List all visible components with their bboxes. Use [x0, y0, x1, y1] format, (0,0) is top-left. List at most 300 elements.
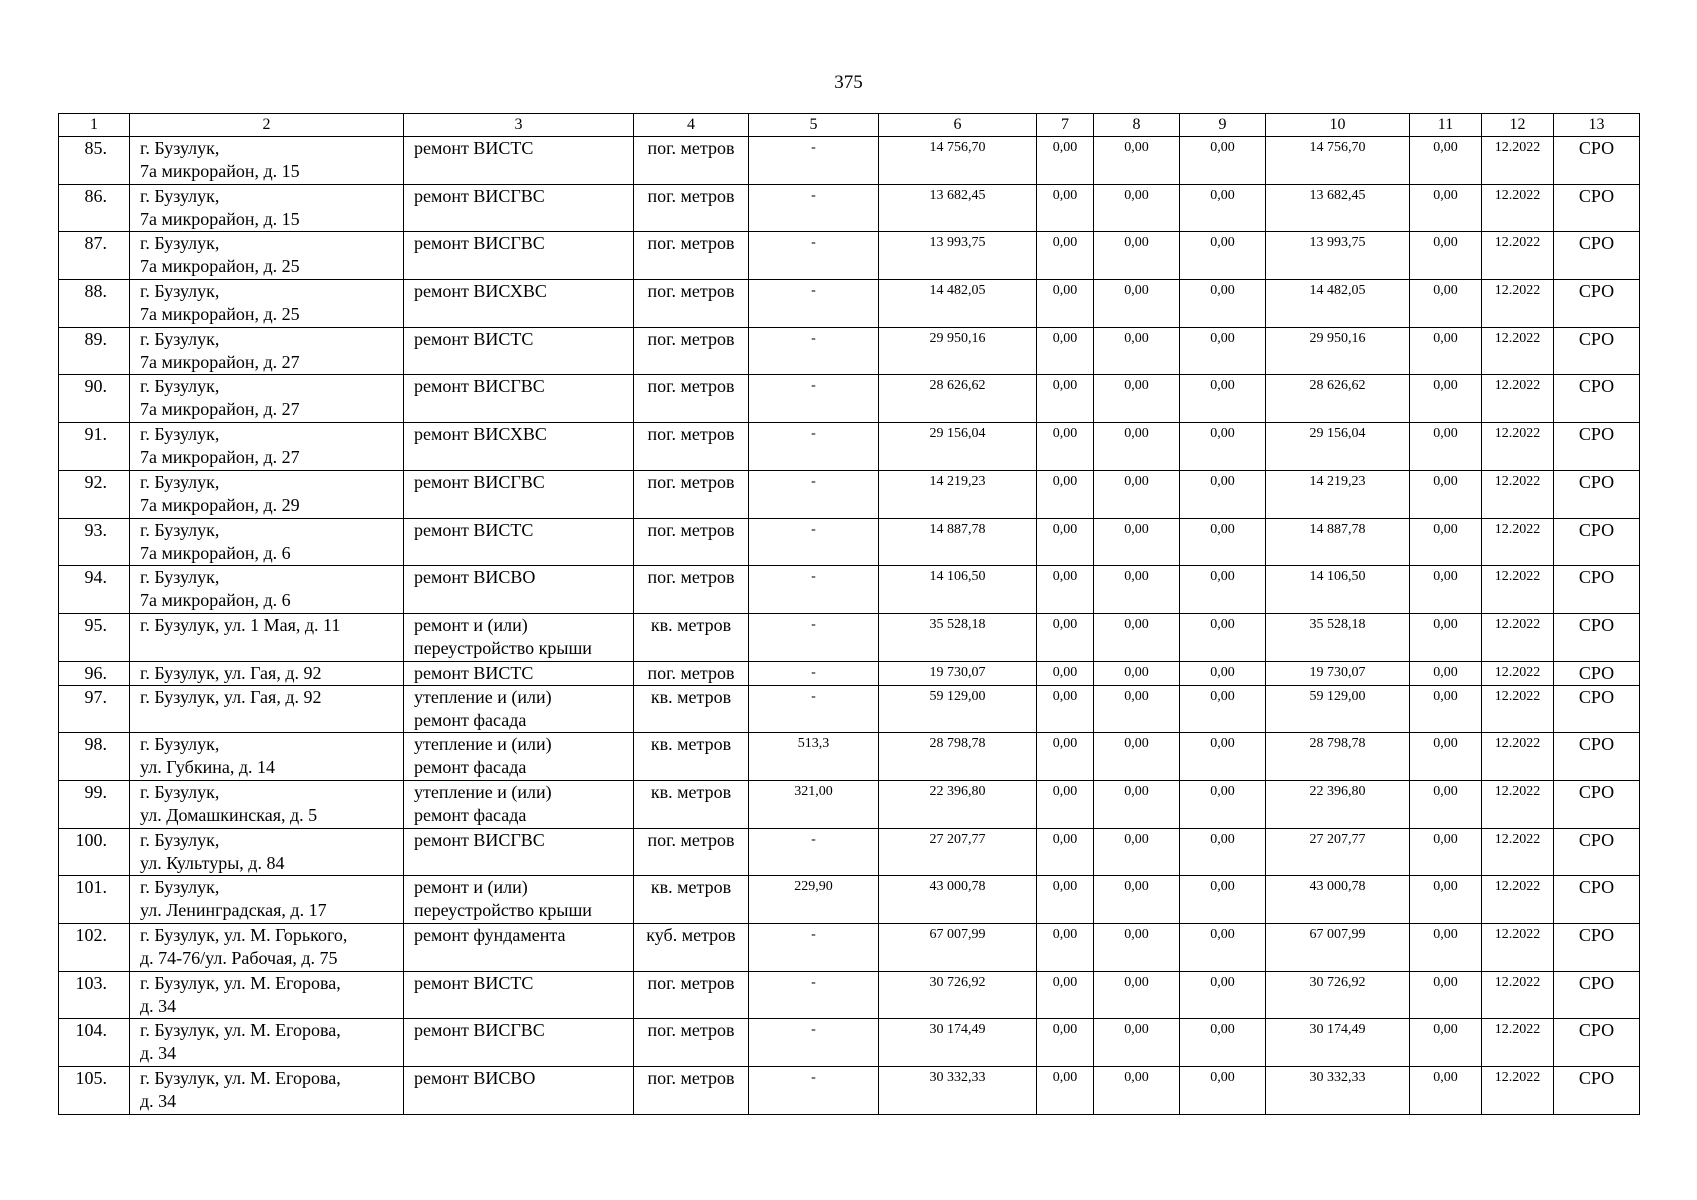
value-cell-c5: -	[749, 1019, 879, 1067]
value-cell-c10: 59 129,00	[1266, 685, 1410, 733]
value-cell-c8: 0,00	[1094, 327, 1180, 375]
work-type-cell	[404, 137, 634, 185]
value-cell-c7: 0,00	[1037, 327, 1094, 375]
address-cell	[130, 375, 404, 423]
work-type-cell	[404, 1019, 634, 1067]
value-cell-c6: 30 174,49	[879, 1019, 1037, 1067]
value-cell-c6: 30 332,33	[879, 1067, 1037, 1115]
address-cell	[130, 566, 404, 614]
address-line: г. Бузулук, ул. М. Егорова,	[140, 1020, 341, 1041]
unit-cell: пог. метров	[634, 423, 749, 471]
value-cell-c5: -	[749, 137, 879, 185]
work-type-line: утепление и (или)	[414, 686, 552, 707]
work-type-line: ремонт ВИСВО	[414, 1068, 536, 1089]
executor-cell: СРО	[1554, 1067, 1640, 1115]
address-line: г. Бузулук, ул. М. Егорова,	[140, 972, 341, 993]
value-cell-c5: 513,3	[749, 733, 879, 781]
value-cell-c8: 0,00	[1094, 613, 1180, 661]
value-cell-c11: 0,00	[1410, 566, 1482, 614]
table-row	[59, 780, 1640, 828]
work-type-cell	[404, 733, 634, 781]
executor-cell: СРО	[1554, 733, 1640, 781]
work-type-line: ремонт фасада	[414, 757, 527, 778]
value-cell-c5: -	[749, 661, 879, 685]
work-type-line: ремонт ВИСВО	[414, 567, 536, 588]
value-cell-c11: 0,00	[1410, 184, 1482, 232]
row-number: 93.	[59, 518, 130, 566]
unit-cell: кв. метров	[634, 685, 749, 733]
value-cell-c9: 0,00	[1180, 423, 1266, 471]
row-number: 89.	[59, 327, 130, 375]
row-number: 105.	[59, 1067, 130, 1115]
value-cell-c11: 0,00	[1410, 423, 1482, 471]
value-cell-c7: 0,00	[1037, 613, 1094, 661]
table-row	[59, 518, 1640, 566]
value-cell-c8: 0,00	[1094, 423, 1180, 471]
value-cell-c11: 0,00	[1410, 375, 1482, 423]
address-cell	[130, 685, 404, 733]
address-cell	[130, 518, 404, 566]
row-number: 85.	[59, 137, 130, 185]
value-cell-c10: 13 993,75	[1266, 232, 1410, 280]
table-row	[59, 613, 1640, 661]
value-cell-c5: -	[749, 327, 879, 375]
value-cell-c11: 0,00	[1410, 327, 1482, 375]
value-cell-c6: 28 798,78	[879, 733, 1037, 781]
value-cell-c5: -	[749, 470, 879, 518]
address-line: г. Бузулук, ул. Гая, д. 92	[140, 686, 322, 707]
row-number: 104.	[59, 1019, 130, 1067]
value-cell-c6: 13 682,45	[879, 184, 1037, 232]
table-row	[59, 971, 1640, 1019]
value-cell-c10: 14 219,23	[1266, 470, 1410, 518]
work-type-cell	[404, 780, 634, 828]
value-cell-c6: 67 007,99	[879, 924, 1037, 972]
table-row	[59, 280, 1640, 328]
value-cell-c11: 0,00	[1410, 613, 1482, 661]
address-line: ул. Ленинградская, д. 17	[140, 900, 327, 921]
address-cell	[130, 971, 404, 1019]
executor-cell: СРО	[1554, 971, 1640, 1019]
value-cell-c7: 0,00	[1037, 780, 1094, 828]
value-cell-c7: 0,00	[1037, 280, 1094, 328]
row-number: 100.	[59, 828, 130, 876]
value-cell-c5: -	[749, 423, 879, 471]
value-cell-c7: 0,00	[1037, 184, 1094, 232]
table-row	[59, 327, 1640, 375]
value-cell-c12: 12.2022	[1482, 971, 1554, 1019]
value-cell-c6: 14 106,50	[879, 566, 1037, 614]
value-cell-c5: 229,90	[749, 876, 879, 924]
work-type-cell	[404, 184, 634, 232]
value-cell-c10: 29 156,04	[1266, 423, 1410, 471]
header-cell-9: 9	[1180, 114, 1266, 137]
address-line: ул. Губкина, д. 14	[140, 757, 275, 778]
executor-cell: СРО	[1554, 1019, 1640, 1067]
value-cell-c5: -	[749, 971, 879, 1019]
value-cell-c8: 0,00	[1094, 828, 1180, 876]
value-cell-c7: 0,00	[1037, 375, 1094, 423]
address-line: 7а микрорайон, д. 27	[140, 447, 300, 468]
value-cell-c9: 0,00	[1180, 280, 1266, 328]
value-cell-c11: 0,00	[1410, 733, 1482, 781]
value-cell-c8: 0,00	[1094, 685, 1180, 733]
value-cell-c6: 59 129,00	[879, 685, 1037, 733]
value-cell-c5: -	[749, 685, 879, 733]
address-cell	[130, 1067, 404, 1115]
work-type-line: ремонт фасада	[414, 804, 527, 825]
work-type-cell	[404, 828, 634, 876]
value-cell-c9: 0,00	[1180, 375, 1266, 423]
value-cell-c8: 0,00	[1094, 733, 1180, 781]
value-cell-c10: 29 950,16	[1266, 327, 1410, 375]
value-cell-c7: 0,00	[1037, 470, 1094, 518]
value-cell-c10: 14 887,78	[1266, 518, 1410, 566]
header-cell-7: 7	[1037, 114, 1094, 137]
unit-cell: пог. метров	[634, 375, 749, 423]
work-type-line: ремонт ВИСГВС	[414, 233, 545, 254]
address-line: 7а микрорайон, д. 6	[140, 542, 291, 563]
value-cell-c8: 0,00	[1094, 971, 1180, 1019]
value-cell-c9: 0,00	[1180, 971, 1266, 1019]
table-row	[59, 733, 1640, 781]
work-type-cell	[404, 924, 634, 972]
work-type-line: ремонт ВИСХВС	[414, 281, 547, 302]
row-number: 94.	[59, 566, 130, 614]
value-cell-c7: 0,00	[1037, 971, 1094, 1019]
work-type-line: ремонт фундамента	[414, 925, 566, 945]
address-line: г. Бузулук,	[140, 233, 220, 254]
value-cell-c9: 0,00	[1180, 780, 1266, 828]
value-cell-c11: 0,00	[1410, 137, 1482, 185]
address-cell	[130, 232, 404, 280]
work-type-cell	[404, 876, 634, 924]
value-cell-c8: 0,00	[1094, 232, 1180, 280]
value-cell-c11: 0,00	[1410, 1019, 1482, 1067]
value-cell-c9: 0,00	[1180, 828, 1266, 876]
value-cell-c6: 29 156,04	[879, 423, 1037, 471]
header-cell-12: 12	[1482, 114, 1554, 137]
unit-cell: пог. метров	[634, 232, 749, 280]
value-cell-c7: 0,00	[1037, 1067, 1094, 1115]
address-line: 7а микрорайон, д. 25	[140, 304, 300, 325]
value-cell-c11: 0,00	[1410, 828, 1482, 876]
work-type-cell	[404, 1067, 634, 1115]
value-cell-c6: 14 756,70	[879, 137, 1037, 185]
value-cell-c7: 0,00	[1037, 232, 1094, 280]
address-line: г. Бузулук,	[140, 138, 220, 158]
value-cell-c9: 0,00	[1180, 685, 1266, 733]
address-line: 7а микрорайон, д. 29	[140, 494, 300, 515]
value-cell-c9: 0,00	[1180, 566, 1266, 614]
unit-cell: кв. метров	[634, 876, 749, 924]
value-cell-c9: 0,00	[1180, 733, 1266, 781]
unit-cell: пог. метров	[634, 1067, 749, 1115]
work-type-line: ремонт ВИСТС	[414, 138, 534, 158]
work-type-line: ремонт ВИСГВС	[414, 471, 545, 492]
value-cell-c9: 0,00	[1180, 876, 1266, 924]
value-cell-c8: 0,00	[1094, 470, 1180, 518]
value-cell-c12: 12.2022	[1482, 375, 1554, 423]
address-line: 7а микрорайон, д. 15	[140, 208, 300, 229]
address-cell	[130, 876, 404, 924]
work-type-line: утепление и (или)	[414, 781, 552, 802]
unit-cell: пог. метров	[634, 566, 749, 614]
unit-cell: куб. метров	[634, 924, 749, 972]
unit-cell: кв. метров	[634, 780, 749, 828]
value-cell-c5: -	[749, 518, 879, 566]
header-cell-3: 3	[404, 114, 634, 137]
unit-cell: пог. метров	[634, 661, 749, 685]
row-number: 87.	[59, 232, 130, 280]
unit-cell: пог. метров	[634, 1019, 749, 1067]
work-type-line: переустройство крыши	[414, 900, 592, 921]
work-type-cell	[404, 232, 634, 280]
value-cell-c11: 0,00	[1410, 780, 1482, 828]
value-cell-c10: 27 207,77	[1266, 828, 1410, 876]
value-cell-c6: 14 219,23	[879, 470, 1037, 518]
address-line: г. Бузулук,	[140, 281, 220, 302]
value-cell-c12: 12.2022	[1482, 137, 1554, 185]
executor-cell: СРО	[1554, 924, 1640, 972]
value-cell-c5: -	[749, 184, 879, 232]
table-row	[59, 924, 1640, 972]
value-cell-c7: 0,00	[1037, 1019, 1094, 1067]
value-cell-c5: -	[749, 924, 879, 972]
row-number: 96.	[59, 661, 130, 685]
value-cell-c12: 12.2022	[1482, 685, 1554, 733]
address-line: 7а микрорайон, д. 27	[140, 351, 300, 372]
address-line: г. Бузулук,	[140, 734, 220, 755]
address-line: г. Бузулук,	[140, 471, 220, 492]
value-cell-c8: 0,00	[1094, 780, 1180, 828]
unit-cell: пог. метров	[634, 971, 749, 1019]
work-type-cell	[404, 613, 634, 661]
address-line: 7а микрорайон, д. 6	[140, 590, 291, 611]
value-cell-c12: 12.2022	[1482, 184, 1554, 232]
address-line: д. 74-76/ул. Рабочая, д. 75	[140, 948, 338, 968]
value-cell-c5: -	[749, 828, 879, 876]
address-line: г. Бузулук,	[140, 424, 220, 445]
header-cell-4: 4	[634, 114, 749, 137]
header-cell-1: 1	[59, 114, 130, 137]
address-line: г. Бузулук,	[140, 781, 220, 802]
row-number: 90.	[59, 375, 130, 423]
value-cell-c11: 0,00	[1410, 876, 1482, 924]
value-cell-c10: 67 007,99	[1266, 924, 1410, 972]
table-row	[59, 184, 1640, 232]
table-row	[59, 1019, 1640, 1067]
address-line: ул. Культуры, д. 84	[140, 852, 285, 873]
value-cell-c7: 0,00	[1037, 828, 1094, 876]
value-cell-c6: 35 528,18	[879, 613, 1037, 661]
value-cell-c7: 0,00	[1037, 137, 1094, 185]
executor-cell: СРО	[1554, 327, 1640, 375]
table-row	[59, 876, 1640, 924]
value-cell-c6: 13 993,75	[879, 232, 1037, 280]
address-line: г. Бузулук,	[140, 185, 220, 206]
row-number: 99.	[59, 780, 130, 828]
header-cell-5: 5	[749, 114, 879, 137]
table-row	[59, 423, 1640, 471]
address-cell	[130, 733, 404, 781]
unit-cell: пог. метров	[634, 280, 749, 328]
row-number: 88.	[59, 280, 130, 328]
address-line: д. 34	[140, 1043, 177, 1064]
value-cell-c9: 0,00	[1180, 327, 1266, 375]
address-cell	[130, 280, 404, 328]
address-cell	[130, 1019, 404, 1067]
value-cell-c9: 0,00	[1180, 184, 1266, 232]
executor-cell: СРО	[1554, 470, 1640, 518]
table-row	[59, 470, 1640, 518]
address-line: г. Бузулук, ул. Гая, д. 92	[140, 662, 322, 683]
work-type-line: переустройство крыши	[414, 637, 592, 658]
header-cell-11: 11	[1410, 114, 1482, 137]
table-row	[59, 828, 1640, 876]
address-cell	[130, 828, 404, 876]
value-cell-c10: 19 730,07	[1266, 661, 1410, 685]
value-cell-c10: 22 396,80	[1266, 780, 1410, 828]
value-cell-c7: 0,00	[1037, 566, 1094, 614]
table-row	[59, 661, 1640, 685]
value-cell-c12: 12.2022	[1482, 566, 1554, 614]
executor-cell: СРО	[1554, 518, 1640, 566]
value-cell-c6: 14 482,05	[879, 280, 1037, 328]
executor-cell: СРО	[1554, 423, 1640, 471]
table-body	[59, 137, 1640, 1115]
value-cell-c5: -	[749, 566, 879, 614]
value-cell-c8: 0,00	[1094, 518, 1180, 566]
value-cell-c10: 35 528,18	[1266, 613, 1410, 661]
header-cell-2: 2	[130, 114, 404, 137]
address-line: г. Бузулук,	[140, 567, 220, 588]
row-number: 86.	[59, 184, 130, 232]
address-line: г. Бузулук, ул. М. Горького,	[140, 925, 348, 945]
work-type-line: ремонт и (или)	[414, 614, 528, 635]
address-line: г. Бузулук, ул. 1 Мая, д. 11	[140, 614, 341, 635]
work-type-line: ремонт фасада	[414, 709, 527, 730]
unit-cell: пог. метров	[634, 518, 749, 566]
value-cell-c6: 22 396,80	[879, 780, 1037, 828]
value-cell-c10: 30 174,49	[1266, 1019, 1410, 1067]
table-row	[59, 232, 1640, 280]
value-cell-c12: 12.2022	[1482, 232, 1554, 280]
value-cell-c11: 0,00	[1410, 280, 1482, 328]
work-type-line: ремонт ВИСТС	[414, 328, 534, 349]
work-type-cell	[404, 661, 634, 685]
row-number: 102.	[59, 924, 130, 972]
value-cell-c12: 12.2022	[1482, 518, 1554, 566]
value-cell-c11: 0,00	[1410, 924, 1482, 972]
address-line: 7а микрорайон, д. 25	[140, 256, 300, 277]
unit-cell: пог. метров	[634, 327, 749, 375]
work-type-line: утепление и (или)	[414, 734, 552, 755]
address-cell	[130, 780, 404, 828]
value-cell-c10: 30 332,33	[1266, 1067, 1410, 1115]
work-type-line: ремонт ВИСГВС	[414, 829, 545, 850]
address-cell	[130, 470, 404, 518]
address-line: г. Бузулук,	[140, 376, 220, 397]
work-type-cell	[404, 375, 634, 423]
value-cell-c5: -	[749, 280, 879, 328]
value-cell-c10: 30 726,92	[1266, 971, 1410, 1019]
work-type-line: ремонт ВИСГВС	[414, 185, 545, 206]
work-type-cell	[404, 685, 634, 733]
value-cell-c12: 12.2022	[1482, 327, 1554, 375]
executor-cell: СРО	[1554, 780, 1640, 828]
value-cell-c10: 13 682,45	[1266, 184, 1410, 232]
value-cell-c8: 0,00	[1094, 137, 1180, 185]
unit-cell: пог. метров	[634, 137, 749, 185]
executor-cell: СРО	[1554, 184, 1640, 232]
value-cell-c11: 0,00	[1410, 518, 1482, 566]
value-cell-c7: 0,00	[1037, 924, 1094, 972]
value-cell-c9: 0,00	[1180, 613, 1266, 661]
work-type-line: ремонт ВИСГВС	[414, 376, 545, 397]
header-cell-10: 10	[1266, 114, 1410, 137]
value-cell-c12: 12.2022	[1482, 876, 1554, 924]
address-line: 7а микрорайон, д. 27	[140, 399, 300, 420]
value-cell-c10: 14 106,50	[1266, 566, 1410, 614]
value-cell-c5: 321,00	[749, 780, 879, 828]
work-type-line: ремонт ВИСГВС	[414, 1020, 545, 1041]
value-cell-c12: 12.2022	[1482, 423, 1554, 471]
address-line: г. Бузулук,	[140, 877, 220, 898]
value-cell-c12: 12.2022	[1482, 733, 1554, 781]
address-cell	[130, 327, 404, 375]
unit-cell: кв. метров	[634, 733, 749, 781]
header-cell-13: 13	[1554, 114, 1640, 137]
work-type-cell	[404, 423, 634, 471]
executor-cell: СРО	[1554, 566, 1640, 614]
unit-cell: пог. метров	[634, 184, 749, 232]
value-cell-c12: 12.2022	[1482, 828, 1554, 876]
row-number: 95.	[59, 613, 130, 661]
row-number: 91.	[59, 423, 130, 471]
table-row	[59, 685, 1640, 733]
row-number: 98.	[59, 733, 130, 781]
address-cell	[130, 423, 404, 471]
address-line: д. 34	[140, 995, 177, 1016]
address-line: г. Бузулук,	[140, 328, 220, 349]
header-cell-6: 6	[879, 114, 1037, 137]
value-cell-c8: 0,00	[1094, 661, 1180, 685]
value-cell-c11: 0,00	[1410, 232, 1482, 280]
row-number: 92.	[59, 470, 130, 518]
address-cell	[130, 924, 404, 972]
value-cell-c11: 0,00	[1410, 470, 1482, 518]
value-cell-c9: 0,00	[1180, 924, 1266, 972]
value-cell-c9: 0,00	[1180, 518, 1266, 566]
table-row	[59, 137, 1640, 185]
address-cell	[130, 613, 404, 661]
value-cell-c10: 28 626,62	[1266, 375, 1410, 423]
executor-cell: СРО	[1554, 876, 1640, 924]
value-cell-c8: 0,00	[1094, 280, 1180, 328]
value-cell-c8: 0,00	[1094, 375, 1180, 423]
value-cell-c7: 0,00	[1037, 423, 1094, 471]
unit-cell: кв. метров	[634, 613, 749, 661]
value-cell-c5: -	[749, 613, 879, 661]
work-type-line: ремонт ВИСТС	[414, 972, 534, 993]
value-cell-c11: 0,00	[1410, 661, 1482, 685]
table-row	[59, 1067, 1640, 1115]
value-cell-c5: -	[749, 1067, 879, 1115]
page-number: 375	[834, 72, 863, 93]
value-cell-c6: 30 726,92	[879, 971, 1037, 1019]
work-type-line: ремонт ВИСТС	[414, 519, 534, 540]
